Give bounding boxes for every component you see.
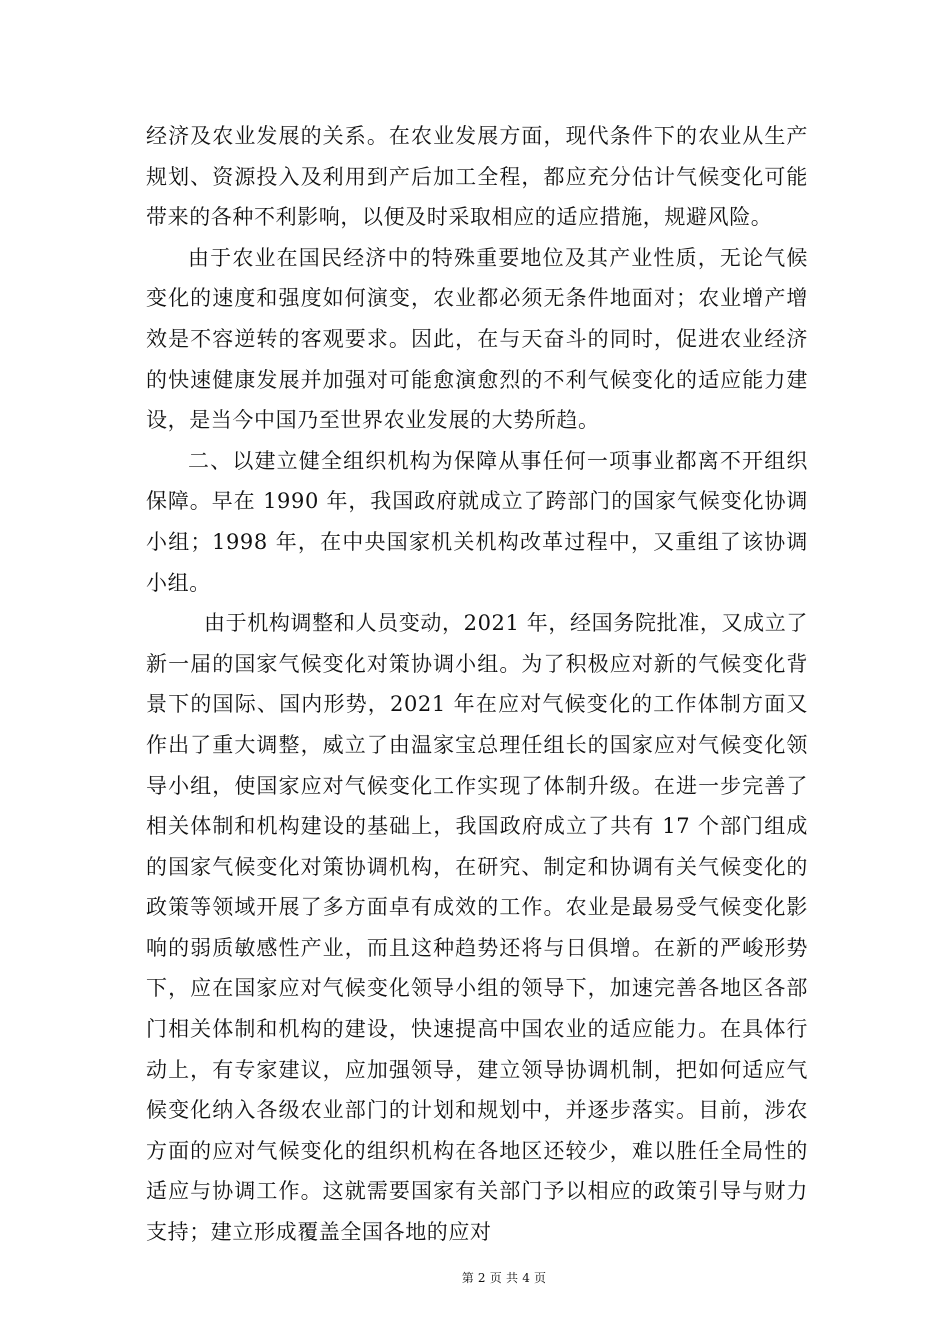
paragraph-4: 由于机构调整和人员变动，2021 年，经国务院批准，又成立了新一届的国家气候变化对策协调小组。为了积极应对新的气候变化背景下的国际、国内形势，2021 年在应对气候变化的工作体制方面又作出了重大调整，威立了由温家宝总理任组长的国家应对气候变化领导小组，使国家应对气候变化工作实现了体制升级。在进一步完善了相关体制和机构建设的基础上，我国政府成立了共有 17 个部门组成的国家气候变化对策协调机构，在研究、制定和协调有关气候变化的政策等领域开展了多方面卓有成效的工作。农业是最易受气候变化影响的弱质敏感性产业，而且这种趋势还将与日俱增。在新的严峻形势下，应在国家应对气候变化领导小组的领导下，加速完善各地区各部门相关体制和机构的建设，快速提高中国农业的适应能力。在具体行动上，有专家建议，应加强领导，建立领导协调机制，把如何适应气候变化纳入各级农业部门的计划和规划中，并逐步落实。目前，涉农方面的应对气候变化的组织机构在各地区还较少，难以胜任全局性的适应与协调工作。这就需要国家有关部门予以相应的政策引导与财力支持；建立形成覆盖全国各地的应对 [146, 611, 808, 1245]
paragraph-1: 经济及农业发展的关系。在农业发展方面，现代条件下的农业从生产规划、资源投入及利用到产后加工全程，都应充分估计气候变化可能带来的各种不利影响，以便及时采取相应的适应措施，规避风险。 [146, 124, 808, 230]
paragraph-2: 由于农业在国民经济中的特殊重要地位及其产业性质，无论气候变化的速度和强度如何演变，农业都必须无条件地面对；农业增产增效是不容逆转的客观要求。因此，在与天奋斗的同时，促进农业经济的快速健康发展并加强对可能愈演愈烈的不利气候变化的适应能力建设，是当今中国乃至世界农业发展的大势所趋。 [146, 245, 808, 433]
document-body [146, 116, 808, 1253]
paragraph-3: 二、以建立健全组织机构为保障从事任何一项事业都离不开组织保障。早在 1990 年，我国政府就成立了跨部门的国家气候变化协调小组；1998 年，在中央国家机关机构改革过程中，又重组了该协调小组。 [146, 448, 808, 595]
page-number-footer: 第 2 页 共 4 页 [461, 1271, 547, 1285]
